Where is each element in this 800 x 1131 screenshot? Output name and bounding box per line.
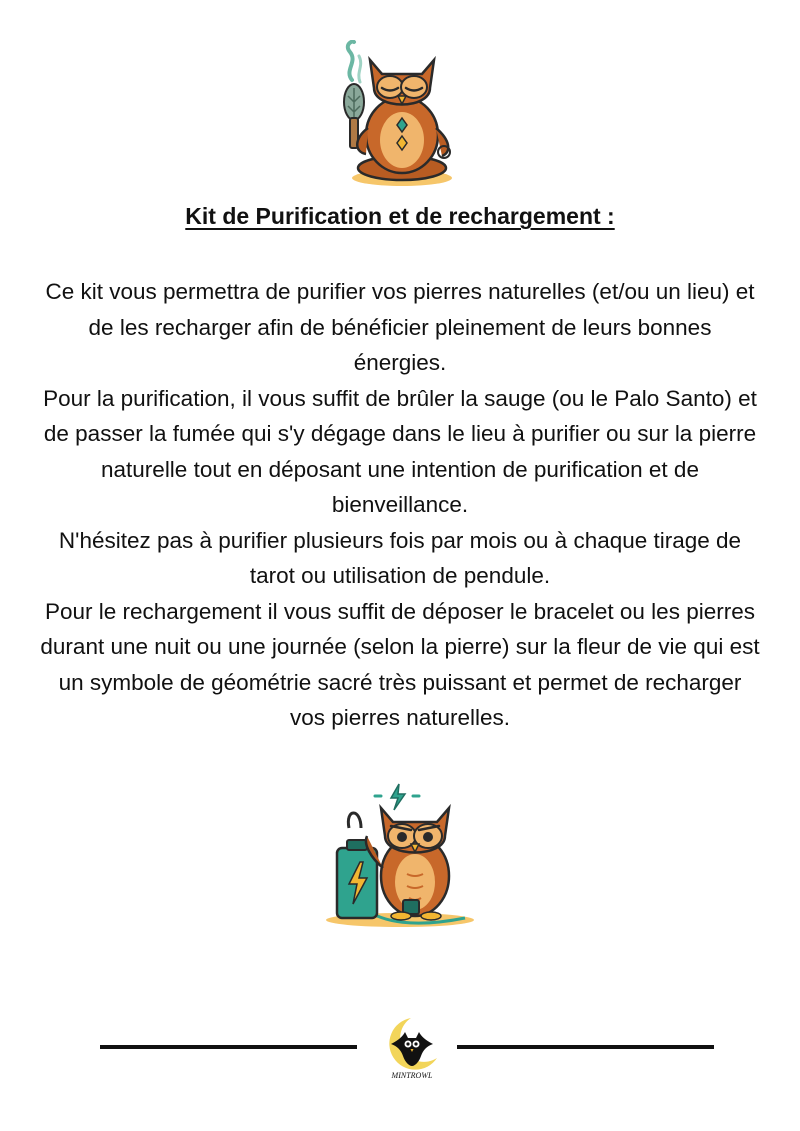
- owl-charging-battery-icon: [315, 778, 485, 930]
- paragraph-frequency: N'hésitez pas à purifier plusieurs fois par mois ou à chaque tirage de tarot ou utilisation de pendule.: [58, 527, 742, 588]
- paragraph-intro: Ce kit vous permettra de purifier vos pierres naturelles (et/ou un lieu) et de les recharger afin de bénéficier pleinement de leurs bonnes énergies.: [45, 279, 755, 375]
- logo-wordmark: MINTROWL: [391, 1071, 433, 1080]
- footer-divider-right: [457, 1045, 714, 1049]
- page-title: Kit de Purification et de rechargement :: [185, 203, 615, 229]
- owl-meditating-sage-icon: [330, 40, 470, 190]
- instructions-text: [40, 274, 760, 736]
- paragraph-recharge: Pour le rechargement il vous suffit de déposer le bracelet ou les pierres durant une nuit ou une journée (selon la pierre) sur la fleur de vie qui est un symbole de géométrie sacré très puissant et permet de recharger vos pierres naturelles.: [40, 598, 760, 730]
- crescent-moon-owl-logo: [381, 1014, 443, 1082]
- paragraph-purification: Pour la purification, il vous suffit de brûler la sauge (ou le Palo Santo) et de passer la fumée qui s'y dégage dans le lieu à purifier ou sur la pierre naturelle tout en déposant une intention de purification et de bienveillance.: [43, 385, 757, 517]
- footer-divider-left: [100, 1045, 357, 1049]
